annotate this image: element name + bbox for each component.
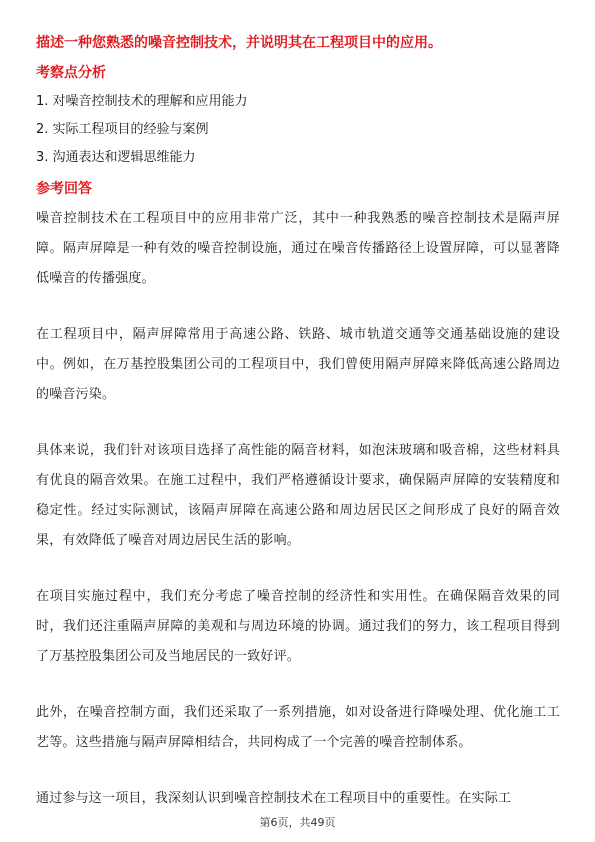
document-page: [36, 32, 560, 840]
answer-body: [36, 204, 560, 814]
analysis-point: 2. 实际工程项目的经验与案例: [36, 122, 209, 137]
answer-paragraph: 通过参与这一项目，我深刻认识到噪音控制技术在工程项目中的重要性。在实际工: [36, 791, 512, 806]
analysis-point-list: [36, 88, 560, 172]
analysis-point: 1. 对噪音控制技术的理解和应用能力: [36, 94, 248, 109]
answer-paragraph: 具体来说，我们针对该项目选择了高性能的隔音材料，如泡沫玻璃和吸音棉，这些材料具有优良的隔音效果。在施工过程中，我们严格遵循设计要求，确保隔声屏障的安装精度和稳定性。经过实际测试，该隔声屏障在高速公路和周边居民区之间形成了良好的隔音效果，有效降低了噪音对周边居民生活的影响。: [36, 443, 560, 548]
answer-paragraph: 噪音控制技术在工程项目中的应用非常广泛，其中一种我熟悉的噪音控制技术是隔声屏障。隔声屏障是一种有效的噪音控制设施，通过在噪音传播路径上设置屏障，可以显著降低噪音的传播强度。: [36, 211, 560, 286]
analysis-title: 考察点分析: [36, 65, 106, 81]
answer-title: 参考回答: [36, 181, 92, 197]
page-number: 第6页，共49页: [259, 816, 336, 829]
answer-paragraph: 此外，在噪音控制方面，我们还采取了一系列措施，如对设备进行降噪处理、优化施工工艺等。这些措施与隔声屏障相结合，共同构成了一个完善的噪音控制体系。: [36, 705, 560, 750]
answer-paragraph: 在工程项目中，隔声屏障常用于高速公路、铁路、城市轨道交通等交通基础设施的建设中。例如，在万基控股集团公司的工程项目中，我们曾使用隔声屏障来降低高速公路周边的噪音污染。: [36, 327, 560, 402]
analysis-point: 3. 沟通表达和逻辑思维能力: [36, 150, 196, 165]
question-heading: 描述一种您熟悉的噪音控制技术，并说明其在工程项目中的应用。: [36, 35, 442, 51]
answer-paragraph: 在项目实施过程中，我们充分考虑了噪音控制的经济性和实用性。在确保隔音效果的同时，我们还注重隔声屏障的美观和与周边环境的协调。通过我们的努力，该工程项目得到了万基控股集团公司及当地居民的一致好评。: [36, 589, 560, 664]
